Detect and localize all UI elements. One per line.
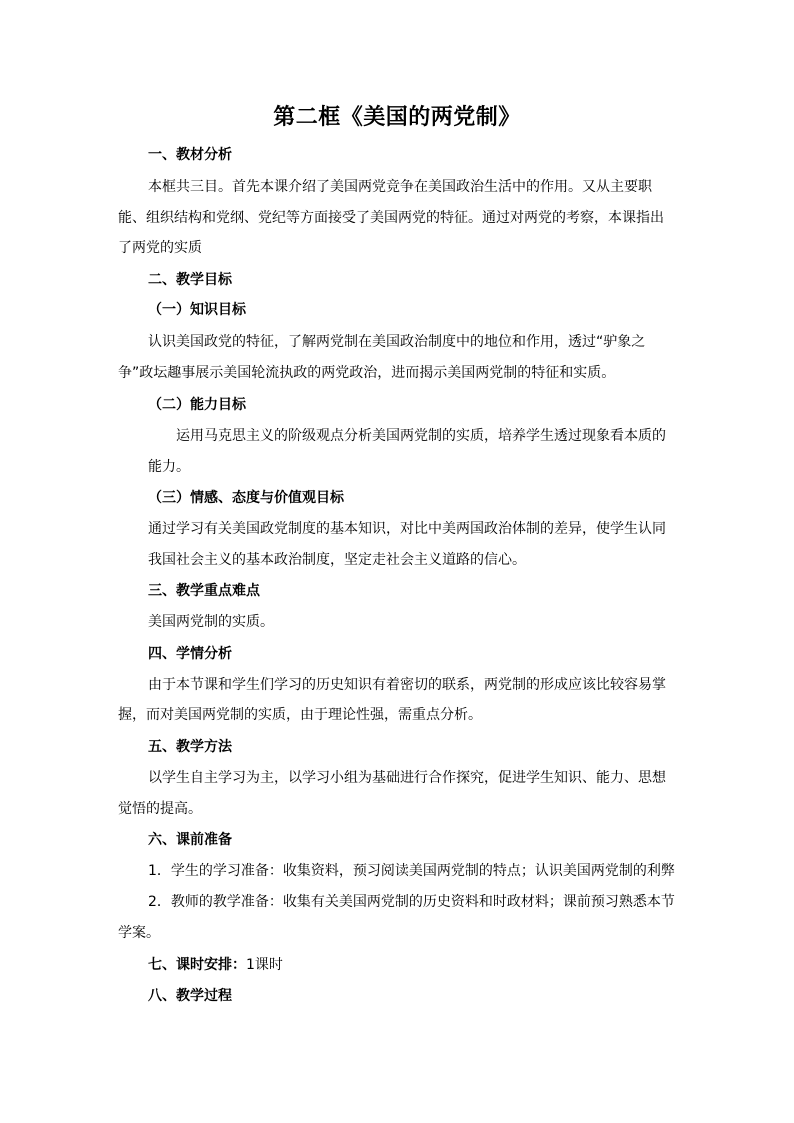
paragraph-line: 2．教师的教学准备：收集有关美国两党制的历史资料和时政材料；课前预习熟悉本节 bbox=[148, 894, 675, 910]
paragraph-line: 运用马克思主义的阶级观点分析美国两党制的实质，培养学生透过现象看本质的 bbox=[176, 428, 666, 444]
section-heading-teaching-methods: 五、教学方法 bbox=[148, 739, 232, 755]
paragraph-line: 美国两党制的实质。 bbox=[148, 614, 274, 630]
paragraph-line: 觉悟的提高。 bbox=[118, 801, 202, 817]
paragraph-line: 1．学生的学习准备：收集资料，预习阅读美国两党制的特点；认识美国两党制的利弊 bbox=[148, 863, 675, 879]
paragraph-line: 我国社会主义的基本政治制度，坚定走社会主义道路的信心。 bbox=[148, 552, 526, 568]
paragraph-line: 本框共三目。首先本课介绍了美国两党竞争在美国政治生活中的作用。又从主要职 bbox=[148, 179, 652, 195]
paragraph-line: 由于本节课和学生们学习的历史知识有着密切的联系，两党制的形成应该比较容易掌 bbox=[148, 677, 666, 693]
paragraph-line: 认识美国政党的特征，了解两党制在美国政治制度中的地位和作用，透过“驴象之 bbox=[148, 334, 646, 350]
section-heading-teaching-goals: 二、教学目标 bbox=[148, 272, 232, 288]
subsection-heading-ability-goals: （二）能力目标 bbox=[148, 397, 246, 413]
paragraph-line: 学案。 bbox=[118, 925, 160, 941]
section-heading-teaching-material: 一、教材分析 bbox=[148, 147, 232, 163]
section-heading-student-analysis: 四、学情分析 bbox=[148, 646, 232, 662]
page-title: 第二框《美国的两党制》 bbox=[273, 104, 521, 130]
section-heading-key-points: 三、教学重点难点 bbox=[148, 583, 260, 599]
paragraph-line: 握，而对美国两党制的实质，由于理论性强，需重点分析。 bbox=[118, 707, 482, 723]
paragraph-line: 能、组织结构和党纲、党纪等方面接受了美国两党的特征。通过对两党的考察，本课指出 bbox=[118, 210, 664, 226]
section-heading-teaching-process: 八、教学过程 bbox=[148, 988, 232, 1004]
paragraph-line: 争”政坛趣事展示美国轮流执政的两党政治，进而揭示美国两党制的特征和实质。 bbox=[118, 365, 616, 381]
paragraph-line: 了两党的实质 bbox=[118, 240, 202, 256]
subsection-heading-knowledge-goals: （一）知识目标 bbox=[148, 302, 246, 318]
paragraph-line: 通过学习有关美国政党制度的基本知识，对比中美两国政治体制的差异，使学生认同 bbox=[148, 521, 666, 537]
section-heading-class-hours: 七、课时安排： bbox=[148, 957, 246, 973]
class-hours-value: 1课时 bbox=[246, 957, 283, 973]
paragraph-line: 能力。 bbox=[148, 459, 190, 475]
class-hours-line bbox=[148, 955, 283, 975]
paragraph-line: 以学生自主学习为主，以学习小组为基础进行合作探究，促进学生知识、能力、思想 bbox=[148, 770, 666, 786]
section-heading-preparation: 六、课前准备 bbox=[148, 832, 232, 848]
subsection-heading-emotion-goals: （三）情感、态度与价值观目标 bbox=[148, 490, 344, 506]
